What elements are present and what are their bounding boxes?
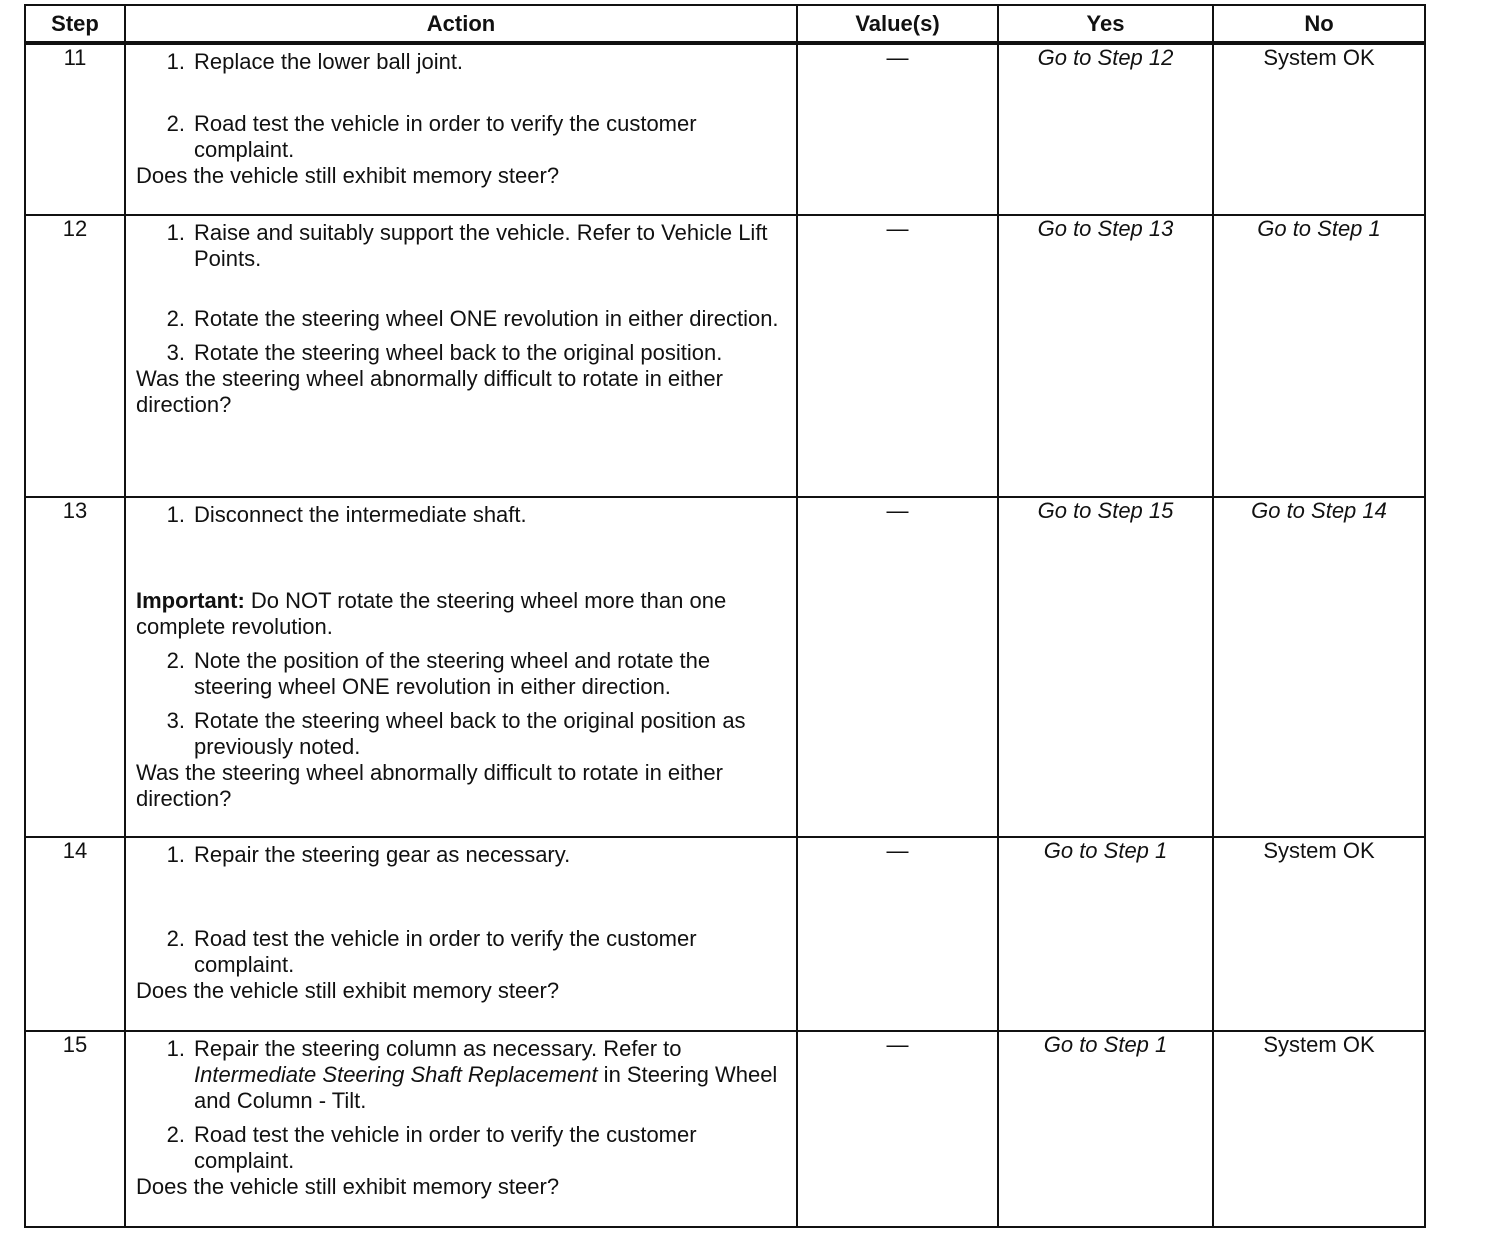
item-text: Raise and suitably support the vehicle. Refer to Vehicle Lift Points. [194, 220, 768, 271]
step-number: 13 [25, 497, 125, 837]
step-number: 12 [25, 215, 125, 497]
step-number: 14 [25, 837, 125, 1031]
item-text: Rotate the steering wheel back to the original position as previously noted. [194, 708, 746, 759]
question-text: Was the steering wheel abnormally difficult to rotate in either direction? [136, 760, 723, 811]
no-cell [1213, 215, 1425, 497]
table-row-step-13 [25, 497, 1425, 837]
item-number: 3. [166, 340, 185, 365]
item-number: 1. [166, 220, 185, 245]
yes-cell [998, 497, 1213, 837]
header-row [25, 5, 1425, 43]
action-item [136, 1122, 784, 1174]
yes-cell [998, 43, 1213, 215]
item-text: Disconnect the intermediate shaft. [194, 502, 527, 527]
diagnostic-table [24, 4, 1426, 1228]
yes-link[interactable]: Go to Step 1 [1043, 838, 1168, 863]
value-cell: — [797, 215, 998, 497]
item-number: 2. [166, 926, 185, 951]
value-cell: — [797, 497, 998, 837]
yes-link[interactable]: Go to Step 15 [1037, 498, 1174, 523]
no-cell [1213, 837, 1425, 1031]
header-action: Action [125, 5, 797, 43]
action-cell [125, 215, 797, 497]
action-item [136, 1036, 784, 1114]
action-cell [125, 43, 797, 215]
item-text [194, 1036, 784, 1114]
item-number: 1. [166, 842, 185, 867]
action-item [136, 306, 784, 332]
table-row-step-14 [25, 837, 1425, 1031]
action-item [136, 220, 784, 272]
item-number: 2. [166, 1122, 185, 1147]
action-cell [125, 497, 797, 837]
action-item [136, 648, 784, 700]
yes-link[interactable]: Go to Step 12 [1037, 45, 1174, 70]
value-cell: — [797, 43, 998, 215]
no-cell [1213, 1031, 1425, 1227]
yes-cell [998, 1031, 1213, 1227]
action-item [136, 502, 784, 528]
item-text: Road test the vehicle in order to verify the customer complaint. [194, 1122, 697, 1173]
value-cell: — [797, 1031, 998, 1227]
item-text: Rotate the steering wheel ONE revolution in either direction. [194, 306, 779, 331]
important-label: Important: [136, 588, 245, 613]
no-cell [1213, 497, 1425, 837]
item-number: 2. [166, 306, 185, 331]
item-text: Rotate the steering wheel back to the original position. [194, 340, 723, 365]
no-link[interactable]: Go to Step 14 [1251, 498, 1387, 523]
no-result: System OK [1263, 838, 1375, 863]
item-number: 1. [166, 502, 185, 527]
table-row-step-11 [25, 43, 1425, 215]
item-text: Note the position of the steering wheel and rotate the steering wheel ONE revolution in either direction. [194, 648, 711, 699]
question-text: Does the vehicle still exhibit memory steer? [136, 163, 560, 188]
action-item [136, 842, 784, 868]
header-step: Step [25, 5, 125, 43]
table-row-step-15 [25, 1031, 1425, 1227]
important-text: Do NOT rotate the steering wheel more than one complete revolution. [136, 588, 727, 639]
step-number: 15 [25, 1031, 125, 1227]
action-item [136, 926, 784, 978]
question-text: Does the vehicle still exhibit memory steer? [136, 978, 560, 1003]
item-number: 3. [166, 708, 185, 733]
question-text: Was the steering wheel abnormally difficult to rotate in either direction? [136, 366, 723, 417]
action-item [136, 49, 784, 75]
item-number: 2. [166, 111, 185, 136]
action-item [136, 111, 784, 163]
action-cell [125, 1031, 797, 1227]
item-text: Road test the vehicle in order to verify the customer complaint. [194, 926, 697, 977]
step-number: 11 [25, 43, 125, 215]
item-text: Replace the lower ball joint. [194, 49, 464, 74]
item-number: 1. [166, 49, 185, 74]
item-text: Repair the steering gear as necessary. [194, 842, 571, 867]
action-cell [125, 837, 797, 1031]
item-text: Road test the vehicle in order to verify the customer complaint. [194, 111, 697, 162]
yes-cell [998, 837, 1213, 1031]
no-result: System OK [1263, 1032, 1375, 1057]
header-yes: Yes [998, 5, 1213, 43]
yes-link[interactable]: Go to Step 13 [1037, 216, 1174, 241]
question-text: Does the vehicle still exhibit memory steer? [136, 1174, 560, 1199]
yes-cell [998, 215, 1213, 497]
no-result: System OK [1263, 45, 1375, 70]
reference-link[interactable]: Intermediate Steering Shaft Replacement [194, 1062, 598, 1087]
no-link[interactable]: Go to Step 1 [1257, 216, 1381, 241]
value-cell: — [797, 837, 998, 1031]
no-cell [1213, 43, 1425, 215]
yes-link[interactable]: Go to Step 1 [1043, 1032, 1168, 1057]
header-no: No [1213, 5, 1425, 43]
important-note [136, 588, 784, 640]
item-text-after: in Steering Wheel and Column - Tilt. [194, 1062, 778, 1113]
item-number: 2. [166, 648, 185, 673]
table-row-step-12 [25, 215, 1425, 497]
item-text-before: Repair the steering column as necessary. Refer to [194, 1036, 682, 1061]
action-item [136, 340, 784, 366]
header-values: Value(s) [797, 5, 998, 43]
item-number: 1. [166, 1036, 185, 1061]
action-item [136, 708, 784, 760]
